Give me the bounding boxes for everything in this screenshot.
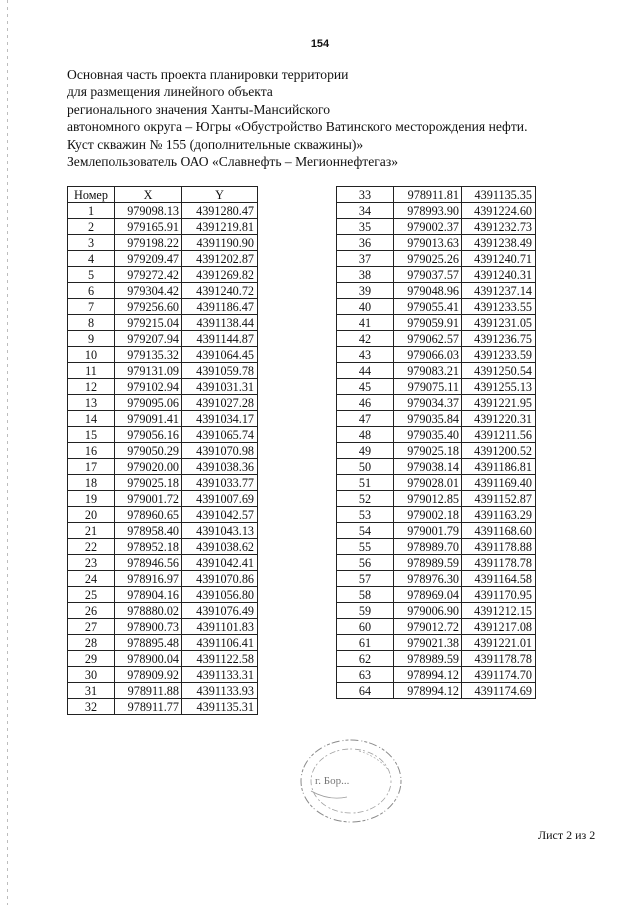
cell-y: 4391240.72 bbox=[182, 283, 258, 299]
cell-x: 978911.81 bbox=[394, 187, 462, 203]
cell-number: 58 bbox=[337, 587, 394, 603]
cell-number: 18 bbox=[68, 475, 115, 491]
heading-line: регионального значения Ханты-Мансийского bbox=[67, 101, 331, 117]
cell-y: 4391135.35 bbox=[462, 187, 536, 203]
table-row bbox=[337, 331, 536, 347]
table-row bbox=[337, 523, 536, 539]
coordinates-table-right bbox=[336, 186, 536, 699]
cell-y: 4391255.13 bbox=[462, 379, 536, 395]
cell-number: 31 bbox=[68, 683, 115, 699]
table-row bbox=[68, 427, 258, 443]
cell-x: 978909.92 bbox=[115, 667, 182, 683]
table-row bbox=[68, 603, 258, 619]
table-row bbox=[337, 491, 536, 507]
table-row bbox=[337, 363, 536, 379]
cell-x: 978911.88 bbox=[115, 683, 182, 699]
cell-y: 4391056.80 bbox=[182, 587, 258, 603]
table-row bbox=[337, 619, 536, 635]
table-row bbox=[68, 203, 258, 219]
cell-x: 979256.60 bbox=[115, 299, 182, 315]
table-row bbox=[337, 235, 536, 251]
table-row bbox=[68, 267, 258, 283]
cell-number: 28 bbox=[68, 635, 115, 651]
cell-number: 54 bbox=[337, 523, 394, 539]
binding-margin-line bbox=[7, 0, 8, 905]
cell-x: 979006.90 bbox=[394, 603, 462, 619]
cell-number: 56 bbox=[337, 555, 394, 571]
cell-y: 4391152.87 bbox=[462, 491, 536, 507]
cell-number: 4 bbox=[68, 251, 115, 267]
table-row bbox=[337, 219, 536, 235]
cell-x: 979013.63 bbox=[394, 235, 462, 251]
cell-x: 979035.40 bbox=[394, 427, 462, 443]
cell-y: 4391042.57 bbox=[182, 507, 258, 523]
cell-number: 8 bbox=[68, 315, 115, 331]
table-row bbox=[68, 283, 258, 299]
cell-x: 979056.16 bbox=[115, 427, 182, 443]
cell-y: 4391163.29 bbox=[462, 507, 536, 523]
table-row bbox=[337, 539, 536, 555]
cell-number: 29 bbox=[68, 651, 115, 667]
heading-line: автономного округа – Югры «Обустройство Ватинского месторождения нефти. bbox=[67, 119, 528, 135]
table-row bbox=[337, 651, 536, 667]
cell-y: 4391231.05 bbox=[462, 315, 536, 331]
cell-y: 4391065.74 bbox=[182, 427, 258, 443]
table-row bbox=[337, 683, 536, 699]
cell-x: 979012.72 bbox=[394, 619, 462, 635]
table-row bbox=[337, 203, 536, 219]
table-row bbox=[337, 571, 536, 587]
cell-y: 4391059.78 bbox=[182, 363, 258, 379]
cell-x: 979083.21 bbox=[394, 363, 462, 379]
cell-x: 978946.56 bbox=[115, 555, 182, 571]
cell-x: 979050.29 bbox=[115, 443, 182, 459]
cell-y: 4391178.88 bbox=[462, 539, 536, 555]
cell-number: 61 bbox=[337, 635, 394, 651]
cell-number: 17 bbox=[68, 459, 115, 475]
cell-y: 4391211.56 bbox=[462, 427, 536, 443]
cell-number: 34 bbox=[337, 203, 394, 219]
cell-x: 978900.04 bbox=[115, 651, 182, 667]
cell-y: 4391042.41 bbox=[182, 555, 258, 571]
table-row bbox=[337, 667, 536, 683]
table-row bbox=[68, 667, 258, 683]
cell-y: 4391034.17 bbox=[182, 411, 258, 427]
cell-x: 979075.11 bbox=[394, 379, 462, 395]
cell-number: 10 bbox=[68, 347, 115, 363]
cell-y: 4391133.93 bbox=[182, 683, 258, 699]
cell-y: 4391135.31 bbox=[182, 699, 258, 715]
cell-y: 4391240.31 bbox=[462, 267, 536, 283]
cell-number: 42 bbox=[337, 331, 394, 347]
cell-number: 33 bbox=[337, 187, 394, 203]
table-row bbox=[68, 683, 258, 699]
cell-x: 979034.37 bbox=[394, 395, 462, 411]
cell-number: 15 bbox=[68, 427, 115, 443]
cell-x: 979098.13 bbox=[115, 203, 182, 219]
cell-number: 64 bbox=[337, 683, 394, 699]
cell-y: 4391221.01 bbox=[462, 635, 536, 651]
cell-x: 978993.90 bbox=[394, 203, 462, 219]
cell-y: 4391043.13 bbox=[182, 523, 258, 539]
cell-y: 4391220.31 bbox=[462, 411, 536, 427]
cell-y: 4391038.62 bbox=[182, 539, 258, 555]
cell-number: 9 bbox=[68, 331, 115, 347]
cell-y: 4391174.69 bbox=[462, 683, 536, 699]
table-row bbox=[68, 651, 258, 667]
table-row bbox=[68, 299, 258, 315]
cell-x: 979215.04 bbox=[115, 315, 182, 331]
cell-x: 979059.91 bbox=[394, 315, 462, 331]
cell-number: 35 bbox=[337, 219, 394, 235]
table-row bbox=[68, 587, 258, 603]
table-row bbox=[337, 411, 536, 427]
cell-number: 20 bbox=[68, 507, 115, 523]
cell-x: 979198.22 bbox=[115, 235, 182, 251]
table-row bbox=[337, 187, 536, 203]
cell-y: 4391186.81 bbox=[462, 459, 536, 475]
cell-x: 979028.01 bbox=[394, 475, 462, 491]
cell-x: 978911.77 bbox=[115, 699, 182, 715]
cell-x: 979066.03 bbox=[394, 347, 462, 363]
table-row bbox=[337, 395, 536, 411]
cell-number: 51 bbox=[337, 475, 394, 491]
heading-line: Землепользователь ОАО «Славнефть – Мегионнефтегаз» bbox=[67, 154, 399, 170]
cell-x: 978900.73 bbox=[115, 619, 182, 635]
cell-number: 16 bbox=[68, 443, 115, 459]
cell-x: 978976.30 bbox=[394, 571, 462, 587]
table-row bbox=[337, 443, 536, 459]
cell-y: 4391168.60 bbox=[462, 523, 536, 539]
cell-number: 50 bbox=[337, 459, 394, 475]
table-row bbox=[337, 267, 536, 283]
cell-y: 4391190.90 bbox=[182, 235, 258, 251]
cell-number: 22 bbox=[68, 539, 115, 555]
table-row bbox=[68, 219, 258, 235]
table-row bbox=[337, 555, 536, 571]
cell-x: 979037.57 bbox=[394, 267, 462, 283]
table-row bbox=[68, 251, 258, 267]
cell-number: 60 bbox=[337, 619, 394, 635]
table-row bbox=[337, 283, 536, 299]
cell-x: 979062.57 bbox=[394, 331, 462, 347]
cell-number: 41 bbox=[337, 315, 394, 331]
table-row bbox=[68, 635, 258, 651]
table-row bbox=[68, 571, 258, 587]
cell-number: 11 bbox=[68, 363, 115, 379]
cell-x: 978994.12 bbox=[394, 667, 462, 683]
cell-y: 4391101.83 bbox=[182, 619, 258, 635]
cell-number: 48 bbox=[337, 427, 394, 443]
cell-y: 4391178.78 bbox=[462, 555, 536, 571]
cell-number: 14 bbox=[68, 411, 115, 427]
coordinates-table-left bbox=[67, 186, 258, 715]
cell-y: 4391133.31 bbox=[182, 667, 258, 683]
table-row bbox=[68, 443, 258, 459]
table-row bbox=[68, 331, 258, 347]
cell-number: 40 bbox=[337, 299, 394, 315]
table-row bbox=[68, 619, 258, 635]
table-row bbox=[68, 395, 258, 411]
cell-number: 39 bbox=[337, 283, 394, 299]
cell-number: 37 bbox=[337, 251, 394, 267]
cell-number: 1 bbox=[68, 203, 115, 219]
cell-x: 979035.84 bbox=[394, 411, 462, 427]
cell-number: 7 bbox=[68, 299, 115, 315]
cell-x: 979002.18 bbox=[394, 507, 462, 523]
cell-y: 4391202.87 bbox=[182, 251, 258, 267]
cell-x: 979131.09 bbox=[115, 363, 182, 379]
cell-y: 4391186.47 bbox=[182, 299, 258, 315]
column-header-x: X bbox=[115, 187, 182, 203]
cell-y: 4391076.49 bbox=[182, 603, 258, 619]
cell-number: 36 bbox=[337, 235, 394, 251]
table-row bbox=[337, 347, 536, 363]
cell-y: 4391031.31 bbox=[182, 379, 258, 395]
cell-y: 4391236.75 bbox=[462, 331, 536, 347]
cell-y: 4391174.70 bbox=[462, 667, 536, 683]
cell-x: 979165.91 bbox=[115, 219, 182, 235]
cell-x: 979272.42 bbox=[115, 267, 182, 283]
cell-y: 4391240.71 bbox=[462, 251, 536, 267]
cell-number: 59 bbox=[337, 603, 394, 619]
cell-x: 979001.72 bbox=[115, 491, 182, 507]
cell-x: 979055.41 bbox=[394, 299, 462, 315]
cell-number: 19 bbox=[68, 491, 115, 507]
cell-number: 52 bbox=[337, 491, 394, 507]
table-row bbox=[68, 459, 258, 475]
table-row bbox=[68, 363, 258, 379]
cell-x: 978916.97 bbox=[115, 571, 182, 587]
cell-number: 45 bbox=[337, 379, 394, 395]
cell-y: 4391280.47 bbox=[182, 203, 258, 219]
table-row bbox=[68, 507, 258, 523]
cell-number: 30 bbox=[68, 667, 115, 683]
cell-x: 979038.14 bbox=[394, 459, 462, 475]
table-row bbox=[68, 411, 258, 427]
cell-x: 979095.06 bbox=[115, 395, 182, 411]
cell-x: 979207.94 bbox=[115, 331, 182, 347]
cell-number: 3 bbox=[68, 235, 115, 251]
cell-y: 4391033.77 bbox=[182, 475, 258, 491]
cell-number: 12 bbox=[68, 379, 115, 395]
cell-y: 4391106.41 bbox=[182, 635, 258, 651]
table-row bbox=[68, 555, 258, 571]
cell-number: 13 bbox=[68, 395, 115, 411]
cell-number: 49 bbox=[337, 443, 394, 459]
table-row bbox=[337, 299, 536, 315]
cell-number: 24 bbox=[68, 571, 115, 587]
cell-x: 978960.65 bbox=[115, 507, 182, 523]
table-row bbox=[68, 699, 258, 715]
cell-y: 4391007.69 bbox=[182, 491, 258, 507]
cell-y: 4391224.60 bbox=[462, 203, 536, 219]
cell-number: 25 bbox=[68, 587, 115, 603]
cell-y: 4391169.40 bbox=[462, 475, 536, 491]
cell-y: 4391122.58 bbox=[182, 651, 258, 667]
cell-y: 4391178.78 bbox=[462, 651, 536, 667]
cell-x: 979304.42 bbox=[115, 283, 182, 299]
cell-y: 4391269.82 bbox=[182, 267, 258, 283]
cell-number: 43 bbox=[337, 347, 394, 363]
table-row bbox=[68, 523, 258, 539]
cell-x: 978904.16 bbox=[115, 587, 182, 603]
cell-x: 979020.00 bbox=[115, 459, 182, 475]
table-row bbox=[337, 603, 536, 619]
table-row bbox=[337, 427, 536, 443]
cell-x: 979048.96 bbox=[394, 283, 462, 299]
table-row bbox=[337, 635, 536, 651]
cell-y: 4391233.55 bbox=[462, 299, 536, 315]
seal-stamp bbox=[289, 731, 414, 831]
cell-number: 5 bbox=[68, 267, 115, 283]
cell-number: 46 bbox=[337, 395, 394, 411]
stamp-text: г. Бор... bbox=[315, 775, 350, 787]
column-header-number: Номер bbox=[68, 187, 115, 203]
cell-number: 6 bbox=[68, 283, 115, 299]
document-heading bbox=[67, 66, 607, 170]
table-row bbox=[337, 507, 536, 523]
cell-x: 979102.94 bbox=[115, 379, 182, 395]
cell-y: 4391212.15 bbox=[462, 603, 536, 619]
cell-x: 979091.41 bbox=[115, 411, 182, 427]
cell-y: 4391233.59 bbox=[462, 347, 536, 363]
cell-number: 26 bbox=[68, 603, 115, 619]
cell-x: 978895.48 bbox=[115, 635, 182, 651]
cell-y: 4391027.28 bbox=[182, 395, 258, 411]
cell-y: 4391064.45 bbox=[182, 347, 258, 363]
cell-y: 4391170.95 bbox=[462, 587, 536, 603]
heading-line: Основная часть проекта планировки территории bbox=[67, 67, 349, 82]
table-row bbox=[337, 587, 536, 603]
cell-x: 978989.59 bbox=[394, 555, 462, 571]
cell-x: 979025.26 bbox=[394, 251, 462, 267]
cell-y: 4391221.95 bbox=[462, 395, 536, 411]
cell-number: 23 bbox=[68, 555, 115, 571]
table-row bbox=[337, 315, 536, 331]
cell-y: 4391219.81 bbox=[182, 219, 258, 235]
table-row bbox=[68, 235, 258, 251]
cell-number: 32 bbox=[68, 699, 115, 715]
cell-number: 57 bbox=[337, 571, 394, 587]
cell-x: 978952.18 bbox=[115, 539, 182, 555]
cell-y: 4391237.14 bbox=[462, 283, 536, 299]
table-row bbox=[68, 315, 258, 331]
table-row bbox=[68, 347, 258, 363]
cell-x: 979021.38 bbox=[394, 635, 462, 651]
table-row bbox=[337, 379, 536, 395]
table-row bbox=[337, 475, 536, 491]
cell-x: 978969.04 bbox=[394, 587, 462, 603]
cell-y: 4391238.49 bbox=[462, 235, 536, 251]
cell-x: 978989.70 bbox=[394, 539, 462, 555]
cell-number: 55 bbox=[337, 539, 394, 555]
cell-number: 38 bbox=[337, 267, 394, 283]
cell-x: 979002.37 bbox=[394, 219, 462, 235]
cell-number: 2 bbox=[68, 219, 115, 235]
page-number: 154 bbox=[310, 38, 330, 50]
cell-y: 4391070.98 bbox=[182, 443, 258, 459]
table-row bbox=[68, 379, 258, 395]
cell-x: 978958.40 bbox=[115, 523, 182, 539]
cell-x: 979012.85 bbox=[394, 491, 462, 507]
cell-x: 979025.18 bbox=[115, 475, 182, 491]
table-row bbox=[68, 491, 258, 507]
cell-number: 21 bbox=[68, 523, 115, 539]
table-row bbox=[68, 539, 258, 555]
cell-y: 4391164.58 bbox=[462, 571, 536, 587]
cell-number: 27 bbox=[68, 619, 115, 635]
heading-line: для размещения линейного объекта bbox=[67, 84, 273, 100]
heading-line: Куст скважин № 155 (дополнительные скважины)» bbox=[67, 136, 364, 152]
cell-x: 979025.18 bbox=[394, 443, 462, 459]
cell-x: 979209.47 bbox=[115, 251, 182, 267]
table-header-row bbox=[68, 187, 258, 203]
cell-y: 4391232.73 bbox=[462, 219, 536, 235]
cell-number: 47 bbox=[337, 411, 394, 427]
table-row bbox=[68, 475, 258, 491]
cell-y: 4391200.52 bbox=[462, 443, 536, 459]
sheet-label: Лист 2 из 2 bbox=[538, 828, 596, 842]
cell-number: 44 bbox=[337, 363, 394, 379]
cell-y: 4391250.54 bbox=[462, 363, 536, 379]
cell-y: 4391070.86 bbox=[182, 571, 258, 587]
cell-x: 979135.32 bbox=[115, 347, 182, 363]
table-row bbox=[337, 459, 536, 475]
cell-number: 63 bbox=[337, 667, 394, 683]
cell-x: 978880.02 bbox=[115, 603, 182, 619]
column-header-y: Y bbox=[182, 187, 258, 203]
cell-x: 978989.59 bbox=[394, 651, 462, 667]
cell-number: 62 bbox=[337, 651, 394, 667]
cell-y: 4391038.36 bbox=[182, 459, 258, 475]
table-row bbox=[337, 251, 536, 267]
cell-y: 4391217.08 bbox=[462, 619, 536, 635]
cell-y: 4391144.87 bbox=[182, 331, 258, 347]
cell-x: 979001.79 bbox=[394, 523, 462, 539]
cell-x: 978994.12 bbox=[394, 683, 462, 699]
cell-y: 4391138.44 bbox=[182, 315, 258, 331]
cell-number: 53 bbox=[337, 507, 394, 523]
